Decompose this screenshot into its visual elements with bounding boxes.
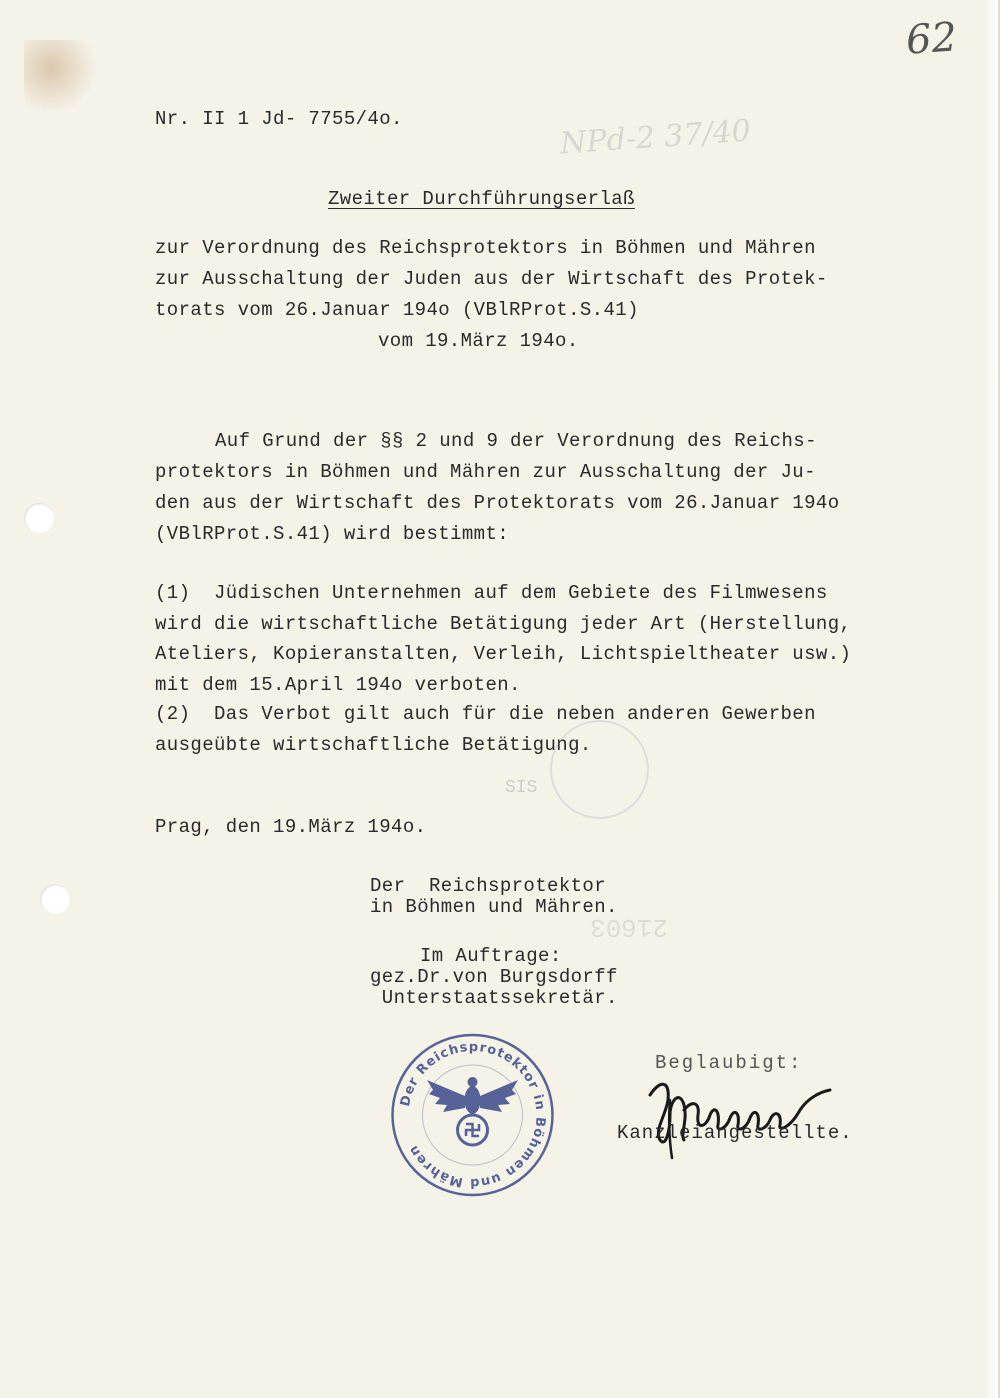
faint-mark: SIS (505, 778, 538, 798)
preamble-line: den aus der Wirtschaft des Protektorats vom 26.Januar 194o (155, 492, 840, 514)
article-line: Ateliers, Kopieranstalten, Verleih, Lichtspieltheater usw.) (155, 643, 852, 665)
subtitle-date-line: vom 19.März 194o. (378, 330, 579, 352)
subtitle-line: torats vom 26.Januar 194o (VBlRProt.S.41) (155, 299, 639, 321)
certification-label: Beglaubigt: (655, 1052, 803, 1074)
signatory-line: Unterstaatssekretär. (370, 987, 618, 1009)
stain (24, 40, 114, 110)
faint-stamp-impression (550, 720, 649, 819)
svg-text:Der Reichsprotektor in Böhmen: Der Reichsprotektor in Böhmen und Mähren (397, 1039, 548, 1191)
signatory-line: Im Auftrage: (420, 945, 562, 967)
preamble-line: Auf Grund der §§ 2 und 9 der Verordnung des Reichs- (215, 430, 817, 452)
article-line: (1) Jüdischen Unternehmen auf dem Gebiete des Filmwesens (155, 582, 828, 604)
place-date: Prag, den 19.März 194o. (155, 816, 427, 838)
certifier-title: Kanzleiangestellte. (617, 1122, 853, 1144)
handwritten-page-number: 62 (904, 14, 959, 64)
article-line: ausgeübte wirtschaftliche Betätigung. (155, 734, 592, 756)
document-heading: Zweiter Durchführungserlaß (328, 188, 635, 210)
official-seal-stamp (385, 1030, 560, 1200)
subtitle-line: zur Verordnung des Reichsprotektors in Böhmen und Mähren (155, 237, 816, 259)
signatory-line: Der Reichsprotektor (370, 875, 607, 897)
preamble-line: protektors in Böhmen und Mähren zur Ausschaltung der Ju- (155, 461, 816, 483)
handwritten-signature (640, 1070, 840, 1160)
preamble-line: (VBlRProt.S.41) wird bestimmt: (155, 523, 510, 545)
faint-bleed-digits: 21603 (590, 912, 669, 942)
signatory-line: in Böhmen und Mähren. (370, 896, 618, 918)
article-line: wird die wirtschaftliche Betätigung jeder Art (Herstellung, (155, 613, 852, 635)
eagle-emblem-icon (427, 1077, 518, 1145)
page-edge (984, 0, 998, 1398)
subtitle-line: zur Ausschaltung der Juden aus der Wirtschaft des Protek- (155, 268, 828, 290)
punch-hole-bottom (40, 884, 70, 914)
reference-number: Nr. II 1 Jd- 7755/4o. (155, 108, 403, 130)
punch-hole-top (24, 503, 54, 533)
signatory-line: gez.Dr.von Burgsdorff (370, 966, 618, 988)
faint-pencil-note: NPd-2 37/40 (559, 113, 752, 162)
article-line: mit dem 15.April 194o verboten. (155, 674, 521, 696)
article-line: (2) Das Verbot gilt auch für die neben anderen Gewerben (155, 703, 816, 725)
